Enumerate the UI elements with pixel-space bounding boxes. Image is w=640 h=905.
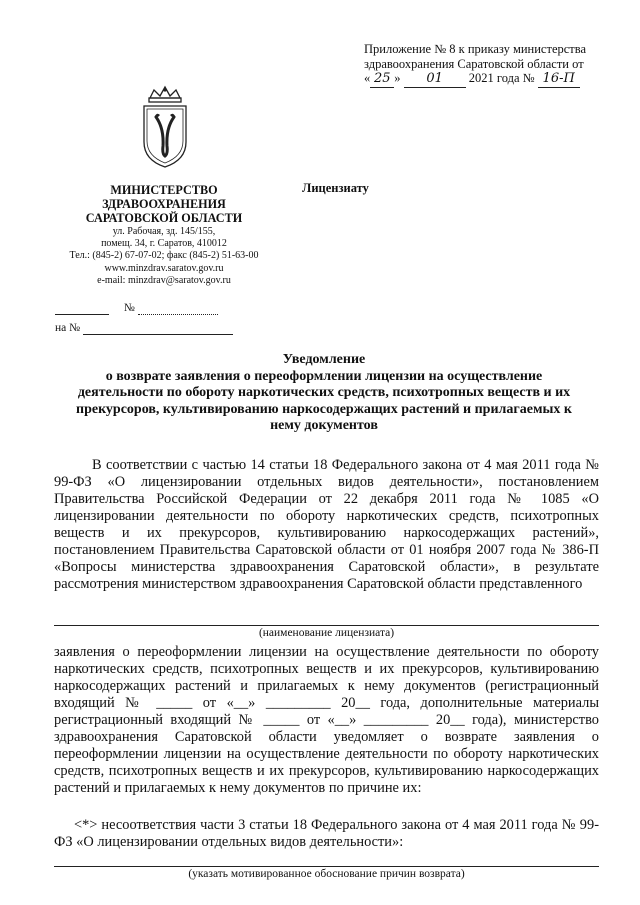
ministry-name-3: САРАТОВСКОЙ ОБЛАСТИ: [85, 211, 243, 225]
ministry-name-2: ЗДРАВООХРАНЕНИЯ: [102, 197, 226, 211]
ministry-street: ул. Рабочая, зд. 145/155,: [112, 226, 216, 237]
approval-year: 2021 года: [468, 71, 520, 85]
ministry-city: помещ. 34, г. Саратов, 410012: [101, 238, 227, 250]
document-title: [48, 352, 600, 435]
title-line-3: деятельности по обороту наркотических средств, психотропных веществ и их: [77, 385, 571, 400]
approval-line-1: Приложение № 8 к приказу министерства: [364, 42, 587, 56]
caption-reason: (указать мотивированное обоснование причин возврата): [188, 868, 465, 880]
ministry-name-1: МИНИСТЕРСТВО: [110, 183, 218, 197]
approval-line-2: здравоохранения Саратовской области от: [364, 56, 584, 71]
approval-order-number: 16-П: [538, 72, 580, 88]
reference-on-label: на №: [55, 322, 81, 334]
approval-date-line: « 25 » 01 2021 года № 16-П: [364, 71, 626, 88]
title-line-4: прекурсоров, культивированию наркосодержащих растений и прилагаемых к: [76, 401, 572, 417]
approval-month: 01: [404, 72, 466, 88]
caption-licensee: (наименование лицензиата): [258, 627, 395, 639]
outgoing-number-line: [55, 302, 218, 315]
body-paragraph-2: заявления о переоформлении лицензии на осуществление деятельности по обороту наркотических средств, психотропных веществ и их прекурсоров, культивированию наркосодержащих растений и прилагаемых к нему документов (регистрационный входящий № _____ от «__» _________ 20__ года, дополнительные материалы регистрационный входящий № _____ от «__» _________ 20__ года), министерство здравоохранения Саратовской области уведомляет о возврате заявления о переоформлении лицензии на осуществление деятельности по обороту наркотических средств, психотропных веществ и их прекурсоров, культивированию наркосодержащих растений и прилагаемых к нему документов по причине их:: [54, 644, 599, 796]
coat-of-arms-icon: [134, 84, 196, 170]
title-line-5: нему документов: [270, 418, 378, 433]
approval-day: 25: [370, 72, 394, 88]
approval-block: [364, 42, 626, 88]
recipient-label: Лицензиату: [302, 181, 369, 195]
ministry-phone: Тел.: (845-2) 67-07-02; факс (845-2) 51-63-00: [69, 250, 259, 262]
title-line-1: Уведомление: [282, 352, 366, 367]
ministry-email: e-mail: minzdrav@saratov.gov.ru: [97, 274, 231, 286]
licensee-name-line: [54, 625, 599, 626]
body-paragraph-1: В соответствии с частью 14 статьи 18 Федерального закона от 4 мая 2011 года № 99-ФЗ «О лицензировании отдельных видов деятельности», постановлением Правительства Российской Федерации от 22 декабря 2011 года № 1085 «О лицензировании деятельности по обороту наркотических средств, психотропных веществ и их прекурсоров, культивированию наркосодержащих растений», постановлением Правительства Саратовской области от 01 ноября 2007 года № 386-П «Вопросы министерства здравоохранения Саратовской области», в результате рассмотрения министерством здравоохранения Саратовской области представленного: [54, 457, 599, 592]
outgoing-num-label: №: [123, 302, 135, 314]
ministry-website: www.minzdrav.saratov.gov.ru: [104, 262, 224, 274]
reason-line: [54, 866, 599, 867]
reference-number-line: [55, 322, 233, 335]
title-line-2: о возврате заявления о переоформлении лицензии на осуществление: [105, 368, 543, 384]
body-paragraph-3: <*> несоответствия части 3 статьи 18 Федерального закона от 4 мая 2011 года № 99-ФЗ «О лицензировании отдельных видов деятельности»:: [54, 817, 599, 850]
ministry-block: [56, 183, 272, 287]
